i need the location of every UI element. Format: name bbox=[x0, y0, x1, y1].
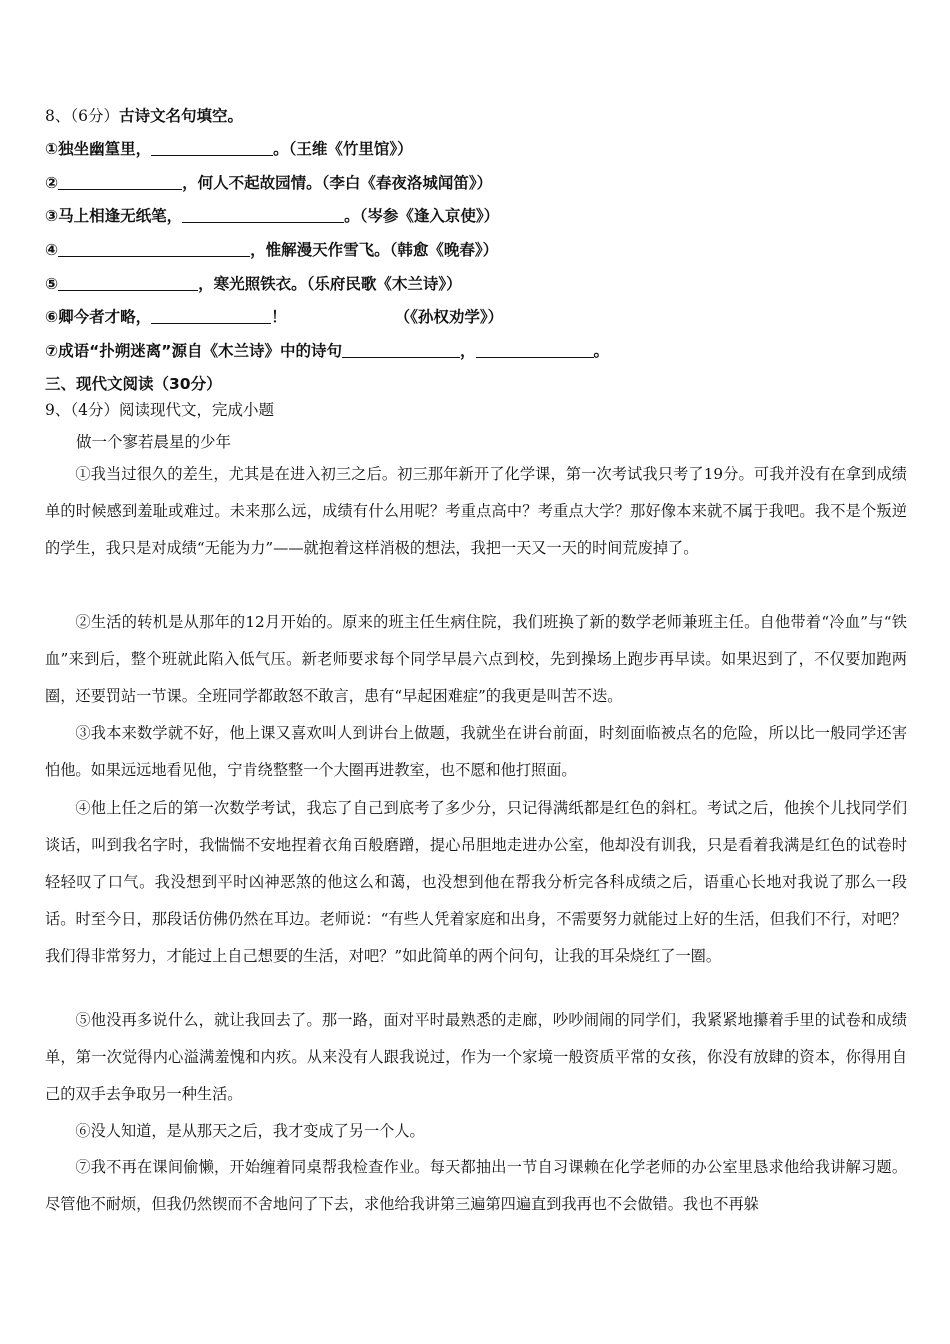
q8-item-1-prefix: ①独坐幽篁里， bbox=[45, 140, 152, 158]
q8-item-7-suffix: 。 bbox=[593, 342, 610, 360]
article-paragraph-1: ①我当过很久的差生，尤其是在进入初三之后。初三那年新开了化学课，第一次考试我只考了19分。可我并没有在拿到成绩单的时候感到羞耻或难过。未来那么远，成绩有什么用呢？考重点高中？考重点大学？那好像本来就不属于我吧。我不是个叛逆的学生，我只是对成绩“无能为力”——就抱着这样消极的想法，我把一天又一天的时间荒废掉了。 bbox=[45, 465, 907, 557]
q8-item-4-suffix: ，惟解漫天作雪飞。（韩愈《晚春》） bbox=[250, 241, 499, 259]
q9-heading: 9、（4分）阅读现代文，完成小题 bbox=[45, 401, 274, 419]
article-title: 做一个寥若晨星的少年 bbox=[76, 433, 232, 451]
q8-item-6 bbox=[45, 307, 907, 327]
q8-item-6-suffix: ！ bbox=[271, 308, 287, 326]
q8-item-7-prefix: ⑦成语“扑朔迷离”源自《木兰诗》中的诗句 bbox=[45, 342, 342, 360]
q8-instruction: 古诗文名句填空。 bbox=[118, 107, 243, 125]
answer-blank-5[interactable] bbox=[58, 274, 198, 291]
q8-item-1-suffix: 。（王维《竹里馆》） bbox=[273, 140, 413, 158]
article-paragraph-4: ④他上任之后的第一次数学考试，我忘了自己到底考了多少分，只记得满纸都是红色的斜杠。考试之后，他挨个儿找同学们谈话，叫到我名字时，我惴惴不安地捏着衣角百般磨蹭，提心吊胆地走进办公室，他却没有训我，只是看着我满是红色的试卷时轻轻叹了口气。我没想到平时凶神恶煞的他这么和蔼，也没想到他在帮我分析完各科成绩之后，语重心长地对我说了那么一段话。时至今日，那段话仿佛仍然在耳边。老师说：“有些人凭着家庭和出身，不需要努力就能过上好的生活，但我们不行，对吧？我们得非常努力，才能过上自己想要的生活，对吧？”如此简单的两个问句，让我的耳朵烧红了一圈。 bbox=[45, 799, 907, 965]
answer-blank-1[interactable] bbox=[151, 139, 273, 156]
q8-item-4 bbox=[45, 240, 907, 260]
q8-item-1 bbox=[45, 139, 907, 159]
article-paragraph-2: ②生活的转机是从那年的12月开始的。原来的班主任生病住院，我们班换了新的数学老师兼班主任。自他带着“冷血”与“铁血”来到后，整个班就此陷入低气压。新老师要求每个同学早晨六点到校，先到操场上跑步再早读。如果迟到了，不仅要加跑两圈，还要罚站一节课。全班同学都敢怒不敢言，患有“早起困难症”的我更是叫苦不迭。 bbox=[45, 613, 907, 705]
q8-item-3 bbox=[45, 206, 907, 226]
q8-item-2-prefix: ② bbox=[45, 174, 59, 192]
q8-number: 8、（6分） bbox=[45, 107, 119, 125]
article-paragraph-3: ③我本来数学就不好，他上课又喜欢叫人到讲台上做题，我就坐在讲台前面，时刻面临被点名的危险，所以比一般同学还害怕他。如果远远地看见他，宁肯绕整整一个大圈再进教室，也不愿和他打照面。 bbox=[45, 724, 907, 779]
q8-item-4-prefix: ④ bbox=[45, 241, 59, 259]
q8-item-7 bbox=[45, 341, 907, 361]
answer-blank-3[interactable] bbox=[182, 206, 344, 223]
section-3-title: 三、现代文阅读（30分） bbox=[45, 375, 222, 393]
article-paragraph-6: ⑥没人知道，是从那天之后，我才变成了另一个人。 bbox=[75, 1122, 425, 1140]
answer-blank-6[interactable] bbox=[151, 307, 271, 324]
answer-blank-4[interactable] bbox=[58, 240, 250, 257]
q8-heading bbox=[45, 106, 907, 126]
q8-item-7-comma: ， bbox=[460, 342, 476, 360]
article-paragraph-7: ⑦我不再在课间偷懒，开始缠着同桌帮我检查作业。每天都抽出一节自习课赖在化学老师的办公室里恳求他给我讲解习题。尽管他不耐烦，但我仍然锲而不舍地问了下去，求他给我讲第三遍第四遍直到我再也不会做错。我也不再躲 bbox=[45, 1158, 907, 1213]
q8-item-6-source: （《孙权劝学》） bbox=[394, 308, 504, 326]
q8-item-5-prefix: ⑤ bbox=[45, 275, 59, 293]
article-paragraph-5: ⑤他没再多说什么，就让我回去了。那一路，面对平时最熟悉的走廊，吵吵闹闹的同学们，我紧紧地攥着手里的试卷和成绩单，第一次觉得内心溢满羞愧和内疚。从来没有人跟我说过，作为一个家境一般资质平常的女孩，你没有放肆的资本，你得用自己的双手去争取另一种生活。 bbox=[45, 1011, 907, 1103]
q8-item-5 bbox=[45, 274, 907, 294]
q8-item-3-prefix: ③马上相逢无纸笔， bbox=[45, 207, 183, 225]
q8-item-2-suffix: ，何人不起故园情。（李白《春夜洛城闻笛》） bbox=[182, 174, 493, 192]
answer-blank-7a[interactable] bbox=[342, 341, 460, 358]
q8-item-2 bbox=[45, 173, 907, 193]
q8-item-3-suffix: 。（岑参《逢入京使》） bbox=[344, 207, 500, 225]
answer-blank-7b[interactable] bbox=[476, 341, 594, 358]
q8-item-5-suffix: ，寒光照铁衣。（乐府民歌《木兰诗》） bbox=[198, 275, 462, 293]
answer-blank-2[interactable] bbox=[58, 173, 182, 190]
q8-item-6-prefix: ⑥卿今者才略， bbox=[45, 308, 152, 326]
